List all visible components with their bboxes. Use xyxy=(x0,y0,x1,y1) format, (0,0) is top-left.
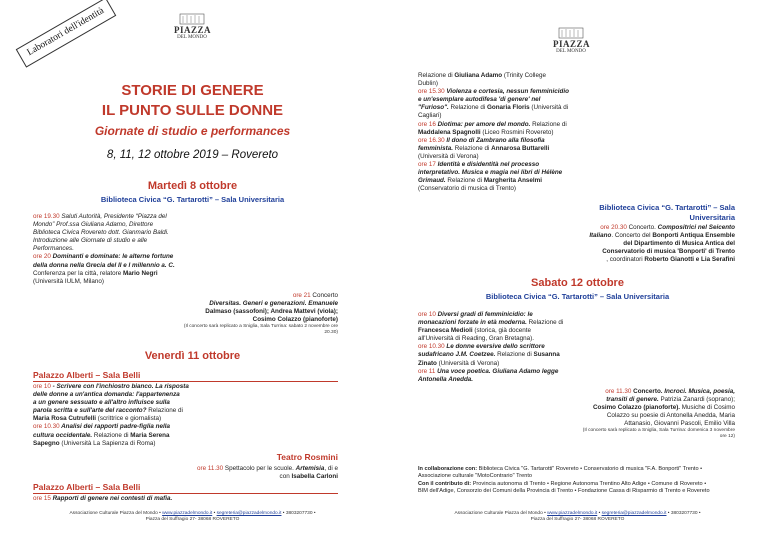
piazza-del-mondo-logo xyxy=(553,26,589,56)
day1-heading: Martedì 8 ottobre xyxy=(147,180,238,192)
piazza-del-mondo-logo xyxy=(174,12,210,42)
day1-item1: ore 19.30 Saluti Autorità, Presidente “Piazza del Mondo” Prof.ssa Giuliana Adamo, Direttore Biblioteca Civica Rovereto dott. Gianmario Baldi. Introduzione alle Giornate di studio e alle Performances. ore 20 Dominanti e dominate: le alterne fortune della donna nella Grecia del II e I millennio a. C. Conferenza per la città, relatore Mario Negri (Università IULM, Milano) xyxy=(33,213,175,285)
day3-morning: ore 10 Diversi gradi di femminicidio: le monacazioni forzate in età moderna. Relazione di Francesca Medioli (storica, già docente all'Università di Reading, Gran Bretagna). ore 10.30 Le donne eversive dello scrittore sudafricano J.M. Coetzee. Relazione di Susanna Zinato (Università di Verona) ore 11 Una voce poetica. Giuliana Adamo legge Antonella Anedda. xyxy=(418,311,564,383)
logo-sub-text: DEL MONDO xyxy=(177,35,207,40)
time: ore 11 xyxy=(418,367,436,375)
day3-concert: ore 11.30 Concerto. Incroci. Musica, poesia, transiti di genere. Patrizia Zanardi (soprano); Cosimo Colazzo (pianoforte). Musiche di Cosimo Colazzo su poesie di Antonella Anedda, Maria Attanasio, Giovanni Pascoli, Emilio Villa (Il concerto sarà replicato a Sniglia, Sala Turrina: domenica 3 novembre ore 12) xyxy=(582,388,735,440)
day3-heading: Sabato 12 ottobre xyxy=(531,277,624,289)
venue-palazzo-alberti-2: Palazzo Alberti – Sala Belli xyxy=(33,482,141,492)
speaker: Maria Rosa Cutrufelli xyxy=(33,415,96,423)
event-dates: 8, 11, 12 ottobre 2019 – Rovereto xyxy=(106,149,279,161)
time: ore 11.30 xyxy=(197,465,224,472)
divider xyxy=(33,381,338,382)
email-link[interactable]: segreteria@piazzadelmondo.it xyxy=(216,511,282,516)
venue-teatro-rosmini: Teatro Rosmini xyxy=(276,452,338,462)
laboratori-stamp: Laboratori dell'identità xyxy=(16,0,117,68)
collab-label: In collaborazione con: xyxy=(418,466,478,472)
time: ore 10.30 xyxy=(418,343,445,351)
footer-address: Piazza del Suffragio 27- 38068 ROVERETO xyxy=(145,517,240,522)
time: ore 15.30 xyxy=(418,88,445,96)
logo-sub-text: DEL MONDO xyxy=(556,49,586,54)
day2-heading: Venerdì 11 ottobre xyxy=(144,350,241,362)
footer-address: Piazza del Suffragio 27- 38068 ROVERETO xyxy=(530,517,625,522)
title-line-2: IL PUNTO SULLE DONNE xyxy=(101,102,284,119)
subtitle: Giornate di studio e performances xyxy=(94,124,291,138)
logo-main-text: PIAZZA xyxy=(174,25,212,35)
time: ore 17 xyxy=(418,161,436,169)
day2-item-c: ore 11.30 Spettacolo per le scuole. Artemisia, di e con Isabella Carloni xyxy=(197,465,338,481)
time: ore 15 xyxy=(33,495,51,502)
time: ore 10 xyxy=(33,383,51,390)
day2-item-a: ore 10 - Scrivere con l'inchiostro bianco. La risposta delle donne a un'antica domanda: l'appartenenza a un genere sessuato e all'altro influisce sulla parola scritta e sull'arte del racconto? Relazione di Maria Rosa Cutrufelli (scrittrice e giornalista) ore 10.30 Analisi dei rapporti padre-figlia nella cultura occidentale. Relazione di Maria Serena Sapegno (Università La Sapienza di Roma) xyxy=(33,383,189,447)
day1-venue: Biblioteca Civica “G. Tartarotti” – Sala Universitaria xyxy=(100,195,285,204)
time: ore 11.30 xyxy=(605,388,632,395)
footer-contacts: Associazione Culturale Piazza del Mondo • www.piazzadelmondo.it • segreteria@piazzadelmondo.it • 3803207730 • xyxy=(69,511,316,516)
time: ore 21 xyxy=(292,292,311,299)
venue-palazzo-alberti: Palazzo Alberti – Sala Belli xyxy=(33,370,141,380)
footer-contacts: Associazione Culturale Piazza del Mondo • www.piazzadelmondo.it • segreteria@piazzadelmondo.it • 3803207730 • xyxy=(454,511,701,516)
divider xyxy=(33,493,338,494)
time: ore 10.30 xyxy=(33,423,60,431)
speaker: Mario Negri xyxy=(122,269,158,277)
time: ore 16.30 xyxy=(418,136,445,144)
time: ore 20.30 xyxy=(600,224,627,231)
day2-afternoon: Relazione di Giuliana Adamo (Trinity College Dublin) ore 15.30 Violenza e cortesia, nessun femminicidio e un'esemplare autodifesa 'di genere' nel "Furioso". Relazione di Gonaria Floris (Università di Cagliari) ore 16 Diotima: per amore del mondo. Relazione di Maddalena Spagnolli (Liceo Rosmini Rovereto) ore 16.30 Il dono di Zambrano alla filosofia femminista. Relazione di Annarosa Buttarelli (Università di Verona) ore 17 Identità e disidentità nel processo interpretativo. Musica e magia nei libri di Hélène Grimaud. Relazione di Margherita Anselmi (Conservatorio di musica di Trento) xyxy=(418,72,569,193)
contrib-label: Con il contributo di: xyxy=(418,480,472,487)
day3-venue: Biblioteca Civica “G. Tartarotti” – Sala Universitaria xyxy=(485,292,670,301)
time: ore 10 xyxy=(418,311,436,318)
partners-block: In collaborazione con: Biblioteca Civica "G. Tartarotti" Rovereto • Conservatorio di musica "F.A. Bonporti" Trento • Associazione culturale "MotoContrario" Trento Con il contributo di: Provincia autonoma di Trento • Regione Autonoma Trentino Alto Adige • Comune di Rovereto • BIM dell'Adige, Consorzio dei Comuni della Provincia di Trento • Fondazione Cassa di Risparmio di Trento e Rovereto xyxy=(418,466,710,495)
website-link[interactable]: www.piazzadelmondo.it xyxy=(162,511,213,516)
title-line-1: STORIE DI GENERE xyxy=(121,82,264,99)
logo-main-text: PIAZZA xyxy=(553,39,591,49)
day2-evening-concert: ore 20.30 Concerto. Compositrici nel Seicento Italiano. Concerto del Bonporti Antiqua Ensemble del Dipartimento di Musica Antica del Conservatorio di musica 'Bonporti' di Trento , coordinatori Roberto Gianotti e Lia Serafini xyxy=(589,224,735,264)
day1-item3: ore 21 Concerto Diversitas. Generi e generazioni. Emanuele Dalmaso (sassofoni); Andrea Mattevi (viola); Cosimo Colazzo (pianoforte) (Il concerto sarà replicato a Sniglia, Sala Turrina: sabato 2 novembre ore 20.30) xyxy=(183,292,338,336)
venue-biblioteca-evening: Biblioteca Civica “G. Tartarotti” – Sala Universitaria xyxy=(599,203,735,222)
time: ore 19.30 xyxy=(33,213,60,220)
day2-item-d: ore 15 Rapporti di genere nei contesti di mafia. xyxy=(33,495,173,502)
website-link[interactable]: www.piazzadelmondo.it xyxy=(547,511,598,516)
email-link[interactable]: segreteria@piazzadelmondo.it xyxy=(601,511,667,516)
page-right xyxy=(385,0,770,545)
time: ore 16 xyxy=(418,120,436,128)
time: ore 20 xyxy=(33,253,51,261)
